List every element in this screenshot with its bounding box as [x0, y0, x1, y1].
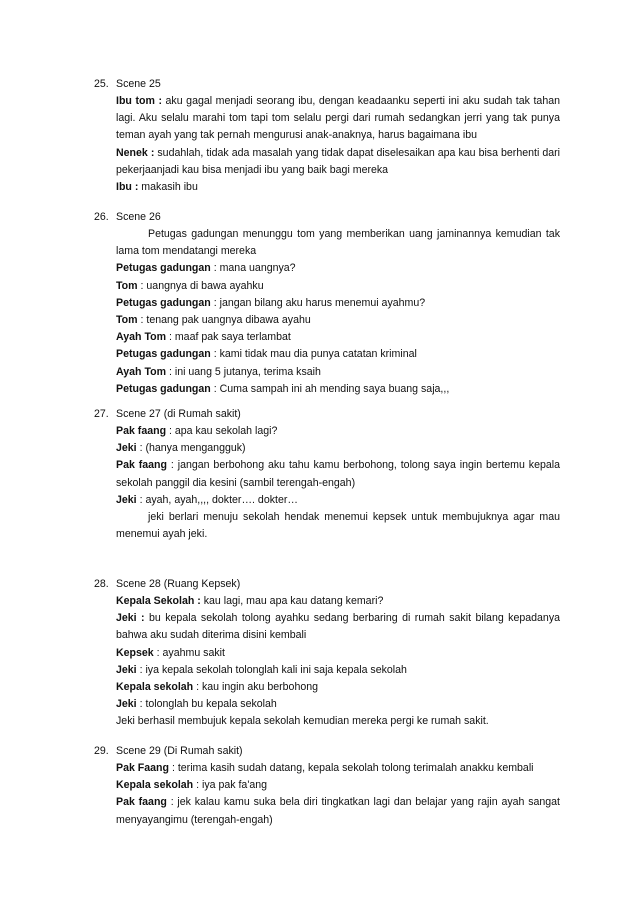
scene-title: Scene 27 (di Rumah sakit): [116, 408, 241, 420]
dialogue-line: [116, 696, 560, 713]
line-text: : ayah, ayah,,,, dokter…. dokter…: [136, 493, 298, 506]
scene-heading: [94, 743, 560, 760]
scene-number: 29.: [94, 745, 109, 757]
dialogue-line: [116, 295, 560, 312]
dialogue-line: [116, 381, 560, 398]
scene-number: 25.: [94, 78, 109, 90]
speaker-name: Pak faang: [116, 425, 167, 437]
speaker-name: Ayah Tom: [116, 331, 167, 344]
line-text: Jeki berhasil membujuk kepala sekolah kemudian mereka pergi ke rumah sakit.: [116, 715, 489, 728]
scene-heading: [94, 576, 560, 593]
line-text: : (hanya mengangguk): [136, 442, 246, 455]
scene-body: [116, 423, 560, 543]
line-text: : Cuma sampah ini ah mending saya buang saja,,,: [210, 382, 450, 395]
speaker-name: Tom: [116, 279, 138, 292]
line-text: : jangan bilang aku harus menemui ayahmu?: [210, 296, 426, 309]
scene-body: [116, 760, 560, 829]
speaker-name: Petugas gadungan: [116, 382, 211, 395]
speaker-name: Kepala sekolah: [116, 681, 194, 694]
line-text: bu kepala sekolah tolong ayahku sedang berbaring di rumah sakit bilang kepadanya bahwa aku sudah diterima disini kembali: [116, 612, 561, 642]
scene-heading: [94, 209, 560, 226]
speaker-name: Jeki: [116, 698, 137, 711]
line-text: : iya pak fa'ang: [193, 779, 268, 792]
dialogue-line: [116, 593, 560, 610]
dialogue-line: [116, 93, 560, 145]
line-text: : uangnya di bawa ayahku: [137, 279, 264, 292]
dialogue-line: [116, 777, 560, 794]
speaker-name: Kepala sekolah: [116, 779, 194, 792]
line-text: : apa kau sekolah lagi?: [166, 425, 278, 437]
line-text: : tenang pak uangnya dibawa ayahu: [137, 314, 311, 327]
scene-number: 27.: [94, 408, 109, 420]
line-text: : maaf pak saya terlambat: [166, 331, 291, 344]
speaker-name: Nenek :: [116, 146, 155, 159]
dialogue-line: [116, 179, 560, 196]
dialogue-line: [116, 145, 560, 179]
dialogue-line: [116, 364, 560, 381]
speaker-name: Ibu tom :: [116, 95, 162, 107]
scene-body: [116, 226, 560, 398]
scene-body: [116, 593, 560, 731]
line-text: : ayahmu sakit: [153, 646, 225, 659]
narration-line: [116, 713, 560, 730]
scene-block: [94, 743, 560, 829]
speaker-name: Jeki: [116, 493, 137, 506]
dialogue-line: [116, 610, 560, 644]
speaker-name: Jeki :: [116, 612, 145, 625]
line-text: : jangan berbohong aku tahu kamu berbohong, tolong saya ingin bertemu kepala sekolah panggil dia kesini (sambil terengah-engah): [116, 459, 561, 489]
line-text: makasih ibu: [138, 181, 198, 194]
speaker-name: Pak faang: [116, 459, 167, 472]
dialogue-line: [116, 329, 560, 346]
line-text: : kau ingin aku berbohong: [193, 681, 319, 694]
speaker-name: Jeki: [116, 663, 137, 676]
scene-number: 26.: [94, 211, 109, 223]
speaker-name: Tom: [116, 314, 138, 327]
line-text: jeki berlari menuju sekolah hendak menemui kepsek untuk membujuknya agar mau menemui ayah jeki.: [116, 511, 560, 541]
scene-block: [94, 576, 560, 731]
narration-line: [116, 226, 560, 260]
line-text: Petugas gadungan menunggu tom yang memberikan uang jaminannya kemudian tak lama tom mendatangi mereka: [116, 228, 560, 258]
scene-block: [94, 76, 560, 196]
line-text: : kami tidak mau dia punya catatan kriminal: [210, 348, 417, 361]
speaker-name: Ibu :: [116, 181, 139, 194]
line-text: : jek kalau kamu suka bela diri tingkatkan lagi dan belajar yang rajin ayah sangat menyayangimu (terengah-engah): [116, 796, 561, 826]
speaker-name: Pak faang: [116, 796, 167, 809]
speaker-name: Jeki: [116, 442, 137, 455]
speaker-name: Petugas gadungan: [116, 348, 211, 361]
dialogue-line: [116, 662, 560, 679]
dialogue-line: [116, 760, 560, 777]
scene-title: Scene 29 (Di Rumah sakit): [116, 745, 243, 757]
speaker-name: Kepala Sekolah :: [116, 595, 201, 607]
scene-heading: [94, 76, 560, 93]
dialogue-line: [116, 260, 560, 277]
scene-number: 28.: [94, 578, 109, 590]
dialogue-line: [116, 492, 560, 509]
line-text: aku gagal menjadi seorang ibu, dengan keadaanku seperti ini aku sudah tak tahan lagi. Aku selalu marahi tom tapi tom selalu pergi dari rumah sedangkan jerri yang tak punya teman ayah yang tak pernah mengurusi anak-anaknya, harus bagaimana ibu: [116, 95, 560, 142]
line-text: : ini uang 5 jutanya, terima ksaih: [166, 365, 321, 378]
speaker-name: Pak Faang: [116, 762, 169, 774]
line-text: : terima kasih sudah datang, kepala sekolah tolong terimalah anakku kembali: [169, 762, 534, 774]
line-text: : mana uangnya?: [210, 262, 296, 275]
scene-title: Scene 25: [116, 78, 161, 90]
scene-title: Scene 26: [116, 211, 161, 223]
speaker-name: Petugas gadungan: [116, 262, 211, 275]
scene-heading: [94, 406, 560, 423]
speaker-name: Ayah Tom: [116, 365, 167, 378]
narration-line: [116, 509, 560, 543]
scene-block: [94, 209, 560, 398]
dialogue-line: [116, 794, 560, 828]
line-text: kau lagi, mau apa kau datang kemari?: [200, 595, 384, 607]
speaker-name: Petugas gadungan: [116, 296, 211, 309]
dialogue-line: [116, 312, 560, 329]
scene-block: [94, 406, 560, 543]
scene-title: Scene 28 (Ruang Kepsek): [116, 578, 241, 590]
dialogue-line: [116, 440, 560, 457]
line-text: : iya kepala sekolah tolonglah kali ini saja kepala sekolah: [136, 663, 407, 676]
speaker-name: Kepsek: [116, 646, 154, 659]
dialogue-line: [116, 679, 560, 696]
scene-body: [116, 93, 560, 196]
dialogue-line: [116, 423, 560, 440]
line-text: : tolonglah bu kepala sekolah: [136, 698, 277, 711]
dialogue-line: [116, 346, 560, 363]
dialogue-line: [116, 278, 560, 295]
dialogue-line: [116, 645, 560, 662]
dialogue-line: [116, 457, 560, 491]
line-text: sudahlah, tidak ada masalah yang tidak dapat diselesaikan apa kau bisa berhenti dari pekerjaanjadi kau bisa menjadi ibu yang baik bagi mereka: [116, 146, 560, 176]
